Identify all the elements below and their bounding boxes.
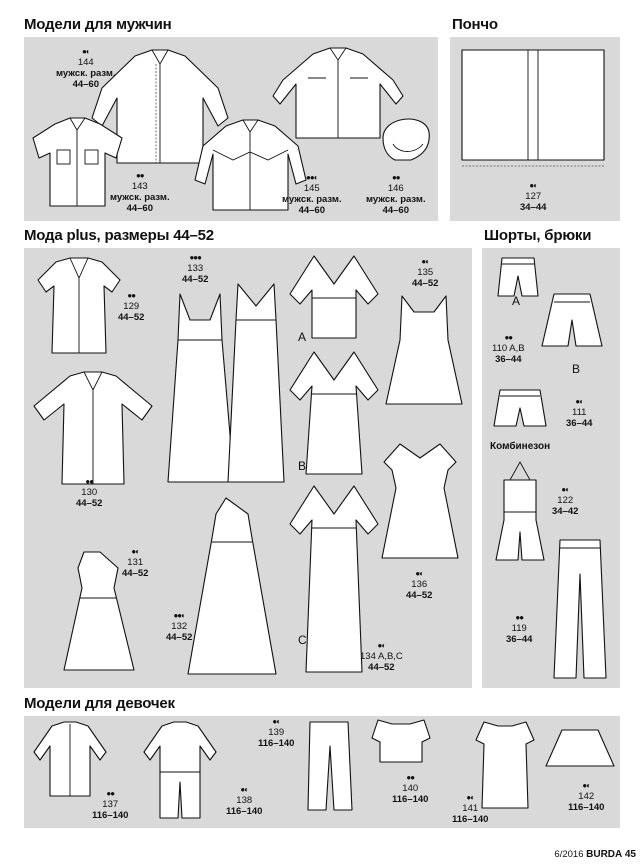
maxi-dress-132-drawing xyxy=(176,492,286,682)
model-label-144: ●◐ 144 мужск. разм. 44–60 xyxy=(56,47,116,90)
issue-date: 6/2016 xyxy=(554,849,584,860)
hat-146-drawing xyxy=(375,108,435,168)
jumpsuit-138-drawing xyxy=(140,722,220,822)
model-label-142: ●◐ 142 116–140 xyxy=(568,781,605,813)
model-label-111: ●◐ 111 36–44 xyxy=(566,397,593,429)
model-label-140: ●● 140 116–140 xyxy=(392,773,429,805)
page-number: 45 xyxy=(624,849,636,860)
model-label-119: ●● 119 36–44 xyxy=(506,613,533,645)
crop-top-140-drawing xyxy=(366,718,436,768)
model-label-131: ●◐ 131 44–52 xyxy=(122,547,149,579)
model-label-129: ●● 129 44–52 xyxy=(118,291,145,323)
trousers-119-drawing xyxy=(552,534,612,684)
tunic-130-drawing xyxy=(30,372,160,492)
section-title-shorts: Шорты, брюки xyxy=(484,227,592,244)
model-label-145: ●●◐ 145 мужск. разм. 44–60 xyxy=(282,173,342,216)
model-label-138: ●◐ 138 116–140 xyxy=(226,785,263,817)
poncho-127-drawing xyxy=(458,48,608,178)
model-label-136: ●◐ 136 44–52 xyxy=(406,569,433,601)
dress-136b-drawing xyxy=(380,440,460,565)
model-label-135: ●◐ 135 44–52 xyxy=(412,257,439,289)
model-label-134: ●◐ 134 A,B,C 44–52 xyxy=(360,641,403,673)
jumpsuit-label: Комбинезон xyxy=(490,441,551,452)
model-label-132: ●●◐ 132 44–52 xyxy=(166,611,193,643)
brand-name: BURDA xyxy=(586,849,623,860)
shorts-letter-b: B xyxy=(572,362,581,376)
page-footer xyxy=(554,849,636,860)
model-label-143: ●● 143 мужск. разм. 44–60 xyxy=(110,171,170,214)
section-title-girls: Модели для девочек xyxy=(24,695,175,712)
shorts-111-drawing xyxy=(492,386,552,436)
maxi-dress-133b-drawing xyxy=(226,280,286,490)
section-title-men: Модели для мужчин xyxy=(24,16,172,33)
variant-letter-c: C xyxy=(298,633,307,647)
model-label-133: ●●● 133 44–52 xyxy=(182,253,209,285)
variant-letter-b: B xyxy=(298,459,307,473)
model-label-146: ●● 146 мужск. разм. 44–60 xyxy=(366,173,426,216)
skirt-142-drawing xyxy=(544,726,616,776)
dress-136a-drawing xyxy=(384,292,464,412)
variant-letter-a: A xyxy=(298,330,307,344)
model-label-137: ●● 137 116–140 xyxy=(92,789,129,821)
top-129-drawing xyxy=(34,258,124,358)
jumpsuit-122-drawing xyxy=(490,460,550,570)
section-title-poncho: Пончо xyxy=(452,16,498,33)
model-label-130: ●● 130 44–52 xyxy=(76,477,103,509)
shorts-110b-drawing xyxy=(540,290,610,360)
model-label-127: ●◐ 127 34–44 xyxy=(520,181,547,213)
model-label-122: ●◐ 122 34–42 xyxy=(552,485,579,517)
model-label-141: ●◐ 141 116–140 xyxy=(452,793,489,825)
section-title-plus: Мода plus, размеры 44–52 xyxy=(24,227,214,244)
model-label-139: ●◐ 139 116–140 xyxy=(258,717,295,749)
model-label-110: ●● 110 A,B 36–44 xyxy=(492,333,525,365)
trousers-139-drawing xyxy=(300,716,360,816)
shorts-letter-a: A xyxy=(512,294,521,308)
